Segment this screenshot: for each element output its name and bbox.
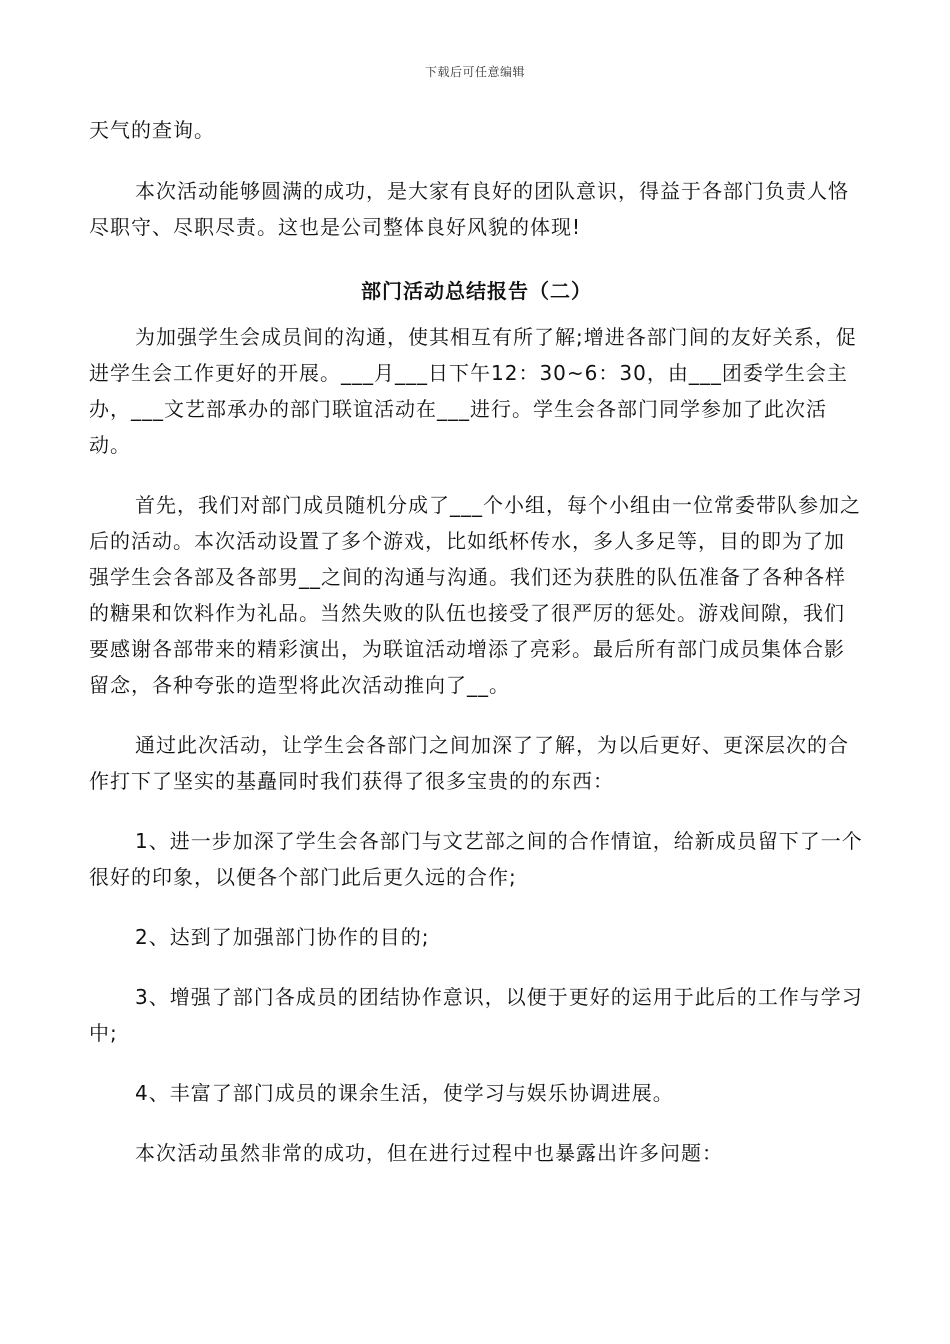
list-item-3: 3、增强了部门各成员的团结协作意识，以便于更好的运用于此后的工作与学习中; [89,985,863,1045]
paragraph-continuation: 天气的查询。 [89,118,215,142]
paragraph-problems: 本次活动虽然非常的成功，但在进行过程中也暴露出许多问题： [135,1141,723,1165]
list-item-2: 2、达到了加强部门协作的目的; [135,925,430,949]
list-item-4: 4、丰富了部门成员的课余生活，使学习与娱乐协调进展。 [135,1081,674,1105]
list-item-1: 1、进一步加深了学生会各部门与文艺部之间的合作情谊，给新成员留下了一个很好的印象，以便各个部门此后更久远的合作; [89,829,863,889]
paragraph-intro: 为加强学生会成员间的沟通，使其相互有所了解;增进各部门间的友好关系，促进学生会工作更好的开展。___月___日下午12：30~6：30，由___团委学生会主办，___文艺部承办的部门联谊活动在___进行。学生会各部门同学参加了此次活动。 [89,325,857,457]
section-title: 部门活动总结报告（二） [361,279,592,303]
page-header-note: 下载后可任意编辑 [424,65,525,79]
paragraph-results: 通过此次活动，让学生会各部门之间加深了了解，为以后更好、更深层次的合作打下了坚实的基矗同时我们获得了很多宝贵的的东西： [89,733,849,793]
paragraph-activities: 首先，我们对部门成员随机分成了___个小组，每个小组由一位常委带队参加之后的活动。本次活动设置了多个游戏，比如纸杯传水，多人多足等，目的即为了加强学生会各部及各部男__之间的沟通与沟通。我们还为获胜的队伍准备了各种各样的糖果和饮料作为礼品。当然失败的队伍也接受了很严厉的惩处。游戏间隙，我们要感谢各部带来的精彩演出，为联谊活动增添了亮彩。最后所有部门成员集体合影留念，各种夸张的造型将此次活动推向了__。 [89,493,861,697]
paragraph-success-summary: 本次活动能够圆满的成功，是大家有良好的团队意识，得益于各部门负责人恪尽职守、尽职尽责。这也是公司整体良好风貌的体现! [89,179,849,239]
document-body [89,112,864,1171]
